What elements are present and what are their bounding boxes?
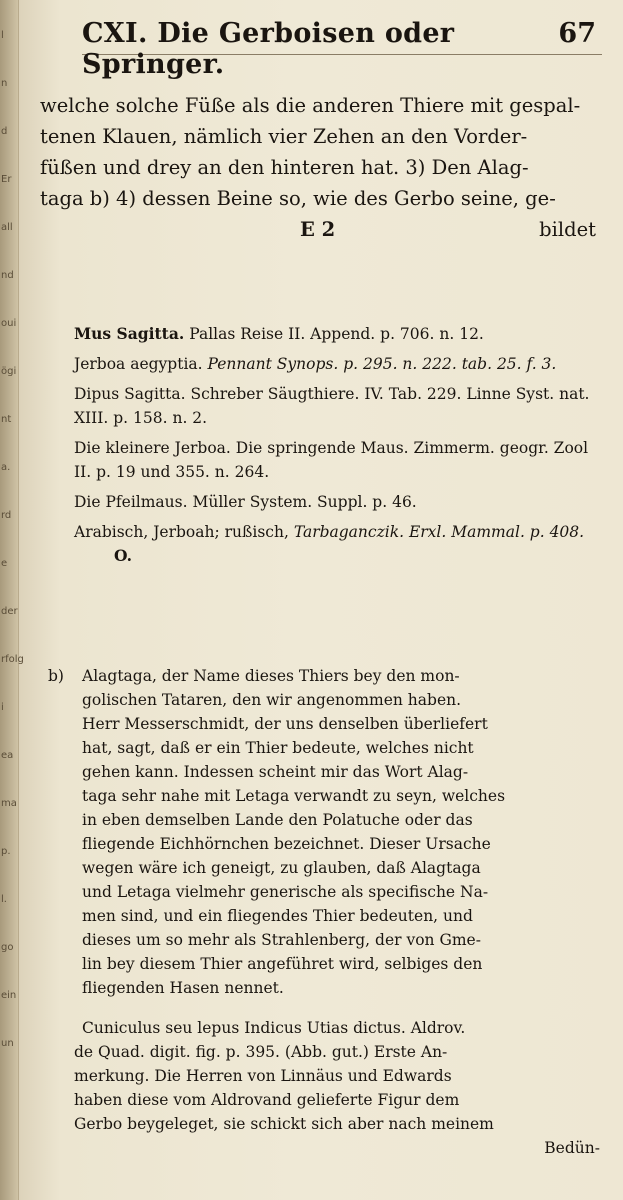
gutter-fragment: oui (1, 318, 17, 329)
gutter-fragment: rd (1, 510, 12, 521)
footnote-mark: O. (114, 546, 132, 565)
gutter-fragment: nd (1, 270, 14, 281)
main-text (40, 90, 596, 245)
main-line: welche solche Füße als die anderen Thiere mit gespal- (40, 94, 581, 117)
gutter-fragment: ein (1, 990, 17, 1001)
entry-lead: Dipus Sagitta. (74, 385, 186, 403)
footnote-c (74, 1016, 600, 1160)
main-line: tenen Klauen, nämlich vier Zehen an den Vorder- (40, 125, 528, 148)
footnote-entry (74, 520, 596, 568)
signature-line (40, 214, 596, 245)
footnote-line: in eben demselben Lande den Polatuche oder das (82, 811, 473, 829)
footnote-line: haben diese vom Aldrovand gelieferte Figur dem (74, 1091, 460, 1109)
footnote-entry (74, 322, 596, 346)
main-line: taga b) 4) dessen Beine so, wie des Gerbo seine, ge- (40, 187, 556, 210)
entry-rest: Pennant Synops. p. 295. n. 222. tab. 25. f. 3. (207, 355, 557, 373)
footnote-line: merkung. Die Herren von Linnäus und Edwards (74, 1067, 452, 1085)
catchword: bildet (539, 218, 596, 241)
footnote-entry (74, 490, 596, 514)
footnote-line: und Letaga vielmehr generische als specifische Na- (82, 883, 489, 901)
entry-lead: Jerboa aegyptia. (74, 355, 203, 373)
footnote-b-text (82, 664, 598, 1000)
signature-mark: E 2 (300, 218, 336, 241)
entry-rest: Pallas Reise II. Append. p. 706. n. 12. (189, 325, 484, 343)
gutter-fragment: e (1, 558, 8, 569)
entry-lead: Arabisch, Jerboah; rußisch, (74, 523, 289, 541)
gutter-fragment: l (1, 30, 4, 41)
catchword: Bedün- (544, 1139, 600, 1157)
footnote-line: taga sehr nahe mit Letaga verwandt zu seyn, welches (82, 787, 506, 805)
page-number: 67 (558, 18, 596, 49)
running-head-title: CXI. Die Gerboisen oder Springer. (82, 18, 455, 80)
gutter-fragment: d (1, 126, 8, 137)
footnote-entry (74, 436, 596, 484)
binding-gutter (0, 0, 24, 1200)
gutter-fragment: nt (1, 414, 12, 425)
gutter-fragment: all (1, 222, 13, 233)
gutter-fragment: p. (1, 846, 11, 857)
footnote-line: fliegenden Hasen nennet. (82, 979, 284, 997)
main-line: füßen und drey an den hinteren hat. 3) Den Alag- (40, 156, 529, 179)
entry-rest: Die springende Maus. Zimmerm. geogr. Zool II. p. 19 und 355. n. 264. (74, 439, 589, 481)
gutter-fragment: n (1, 78, 8, 89)
footnote-line: wegen wäre ich geneigt, zu glauben, daß Alagtaga (82, 859, 481, 877)
entry-lead: Mus Sagitta. (74, 324, 185, 343)
gutter-fragment: go (1, 942, 14, 953)
footnote-a (74, 322, 596, 574)
entry-lead: Die Pfeilmaus. (74, 493, 188, 511)
footnote-label: b) (48, 667, 64, 685)
entry-lead: Die kleinere Jerboa. (74, 439, 231, 457)
gutter-fragment: rfolg (1, 654, 24, 665)
footnote-line: gehen kann. Indessen scheint mir das Wort Alag- (82, 763, 469, 781)
footnote-line: dieses um so mehr als Strahlenberg, der von Gme- (82, 931, 481, 949)
running-head (82, 18, 602, 80)
footnote-line: de Quad. digit. fig. p. 395. (Abb. gut.) Erste An- (74, 1043, 448, 1061)
gutter-fragment: Er (1, 174, 12, 185)
footnote-line: golischen Tataren, den wir angenommen haben. (82, 691, 462, 709)
footnote-b (48, 664, 598, 1000)
footnote-entry (74, 382, 596, 430)
gutter-fragment: der (1, 606, 18, 617)
footnote-line: fliegende Eichhörnchen bezeichnet. Dieser Ursache (82, 835, 491, 853)
footnote-line: Cuniculus seu lepus Indicus Utias dictus. Aldrov. (82, 1019, 466, 1037)
gutter-fragment: ea (1, 750, 14, 761)
entry-rest: Müller System. Suppl. p. 46. (192, 493, 417, 511)
gutter-fragment: ma (1, 798, 17, 809)
gutter-fragment: l. (1, 894, 7, 905)
gutter-fragment: a. (1, 462, 11, 473)
footnote-line: lin bey diesem Thier angeführet wird, selbiges den (82, 955, 483, 973)
footnote-line: Alagtaga, der Name dieses Thiers bey den mon- (82, 667, 460, 685)
footnote-line: Gerbo beygeleget, sie schickt sich aber nach meinem (74, 1115, 494, 1133)
footnote-line: Herr Messerschmidt, der uns denselben überliefert (82, 715, 488, 733)
gutter-fragment: i (1, 702, 4, 713)
gutter-fragment: ögi (1, 366, 17, 377)
footnote-entry (74, 352, 596, 376)
gutter-fragment: un (1, 1038, 14, 1049)
footnote-line: hat, sagt, daß er ein Thier bedeute, welches nicht (82, 739, 474, 757)
entry-rest: Schreber Säugthiere. IV. Tab. 229. Linne Syst. nat. XIII. p. 158. n. 2. (74, 385, 590, 427)
entry-rest: Tarbaganczik. Erxl. Mammal. p. 408. (293, 523, 585, 541)
footnote-line: men sind, und ein fliegendes Thier bedeuten, und (82, 907, 473, 925)
